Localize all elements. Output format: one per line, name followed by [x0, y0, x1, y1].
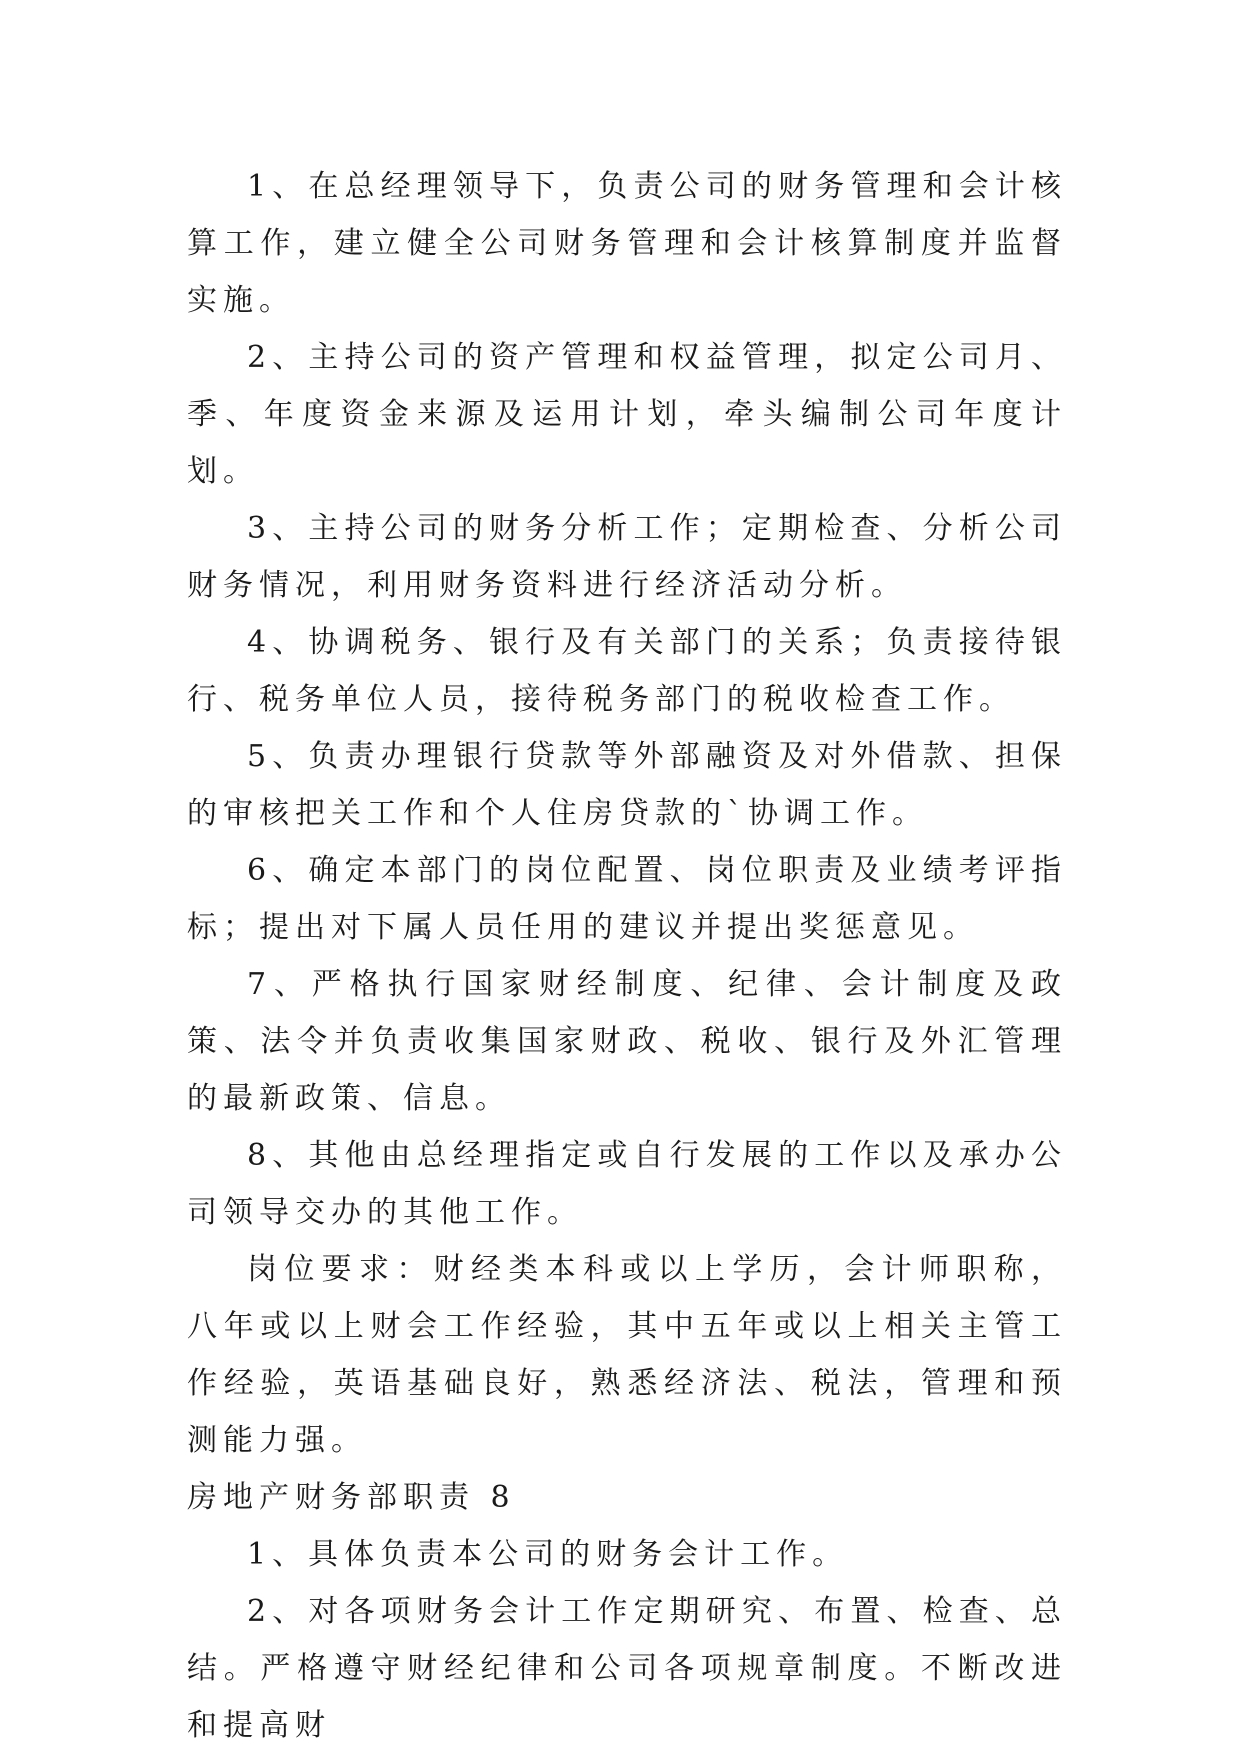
document-body	[187, 158, 1067, 1754]
paragraph-duty-3: 3、主持公司的财务分析工作；定期检查、分析公司财务情况，利用财务资料进行经济活动分析。	[187, 511, 1067, 603]
paragraph-duty-8: 8、其他由总经理指定或自行发展的工作以及承办公司领导交办的其他工作。	[187, 1138, 1067, 1230]
section-paragraph-1: 1、具体负责本公司的财务会计工作。	[247, 1537, 849, 1572]
paragraph-duty-2: 2、主持公司的资产管理和权益管理，拟定公司月、季、年度资金来源及运用计划，牵头编制公司年度计划。	[187, 340, 1067, 489]
paragraph-duty-1: 1、在总经理领导下，负责公司的财务管理和会计核算工作，建立健全公司财务管理和会计核算制度并监督实施。	[187, 169, 1067, 318]
paragraph-duty-6: 6、确定本部门的岗位配置、岗位职责及业绩考评指标；提出对下属人员任用的建议并提出奖惩意见。	[187, 853, 1067, 945]
paragraph-duty-7: 7、严格执行国家财经制度、纪律、会计制度及政策、法令并负责收集国家财政、税收、银行及外汇管理的最新政策、信息。	[187, 967, 1067, 1116]
paragraph-job-requirements: 岗位要求：财经类本科或以上学历，会计师职称，八年或以上财会工作经验，其中五年或以上相关主管工作经验，英语基础良好，熟悉经济法、税法，管理和预测能力强。	[187, 1252, 1067, 1458]
paragraph-duty-4: 4、协调税务、银行及有关部门的关系；负责接待银行、税务单位人员，接待税务部门的税收检查工作。	[187, 625, 1067, 717]
section-paragraph-2: 2、对各项财务会计工作定期研究、布置、检查、总结。严格遵守财经纪律和公司各项规章制度。不断改进和提高财	[187, 1594, 1067, 1743]
section-heading: 房地产财务部职责 8	[187, 1480, 516, 1515]
paragraph-duty-5: 5、负责办理银行贷款等外部融资及对外借款、担保的审核把关工作和个人住房贷款的`协调工作。	[187, 739, 1067, 831]
